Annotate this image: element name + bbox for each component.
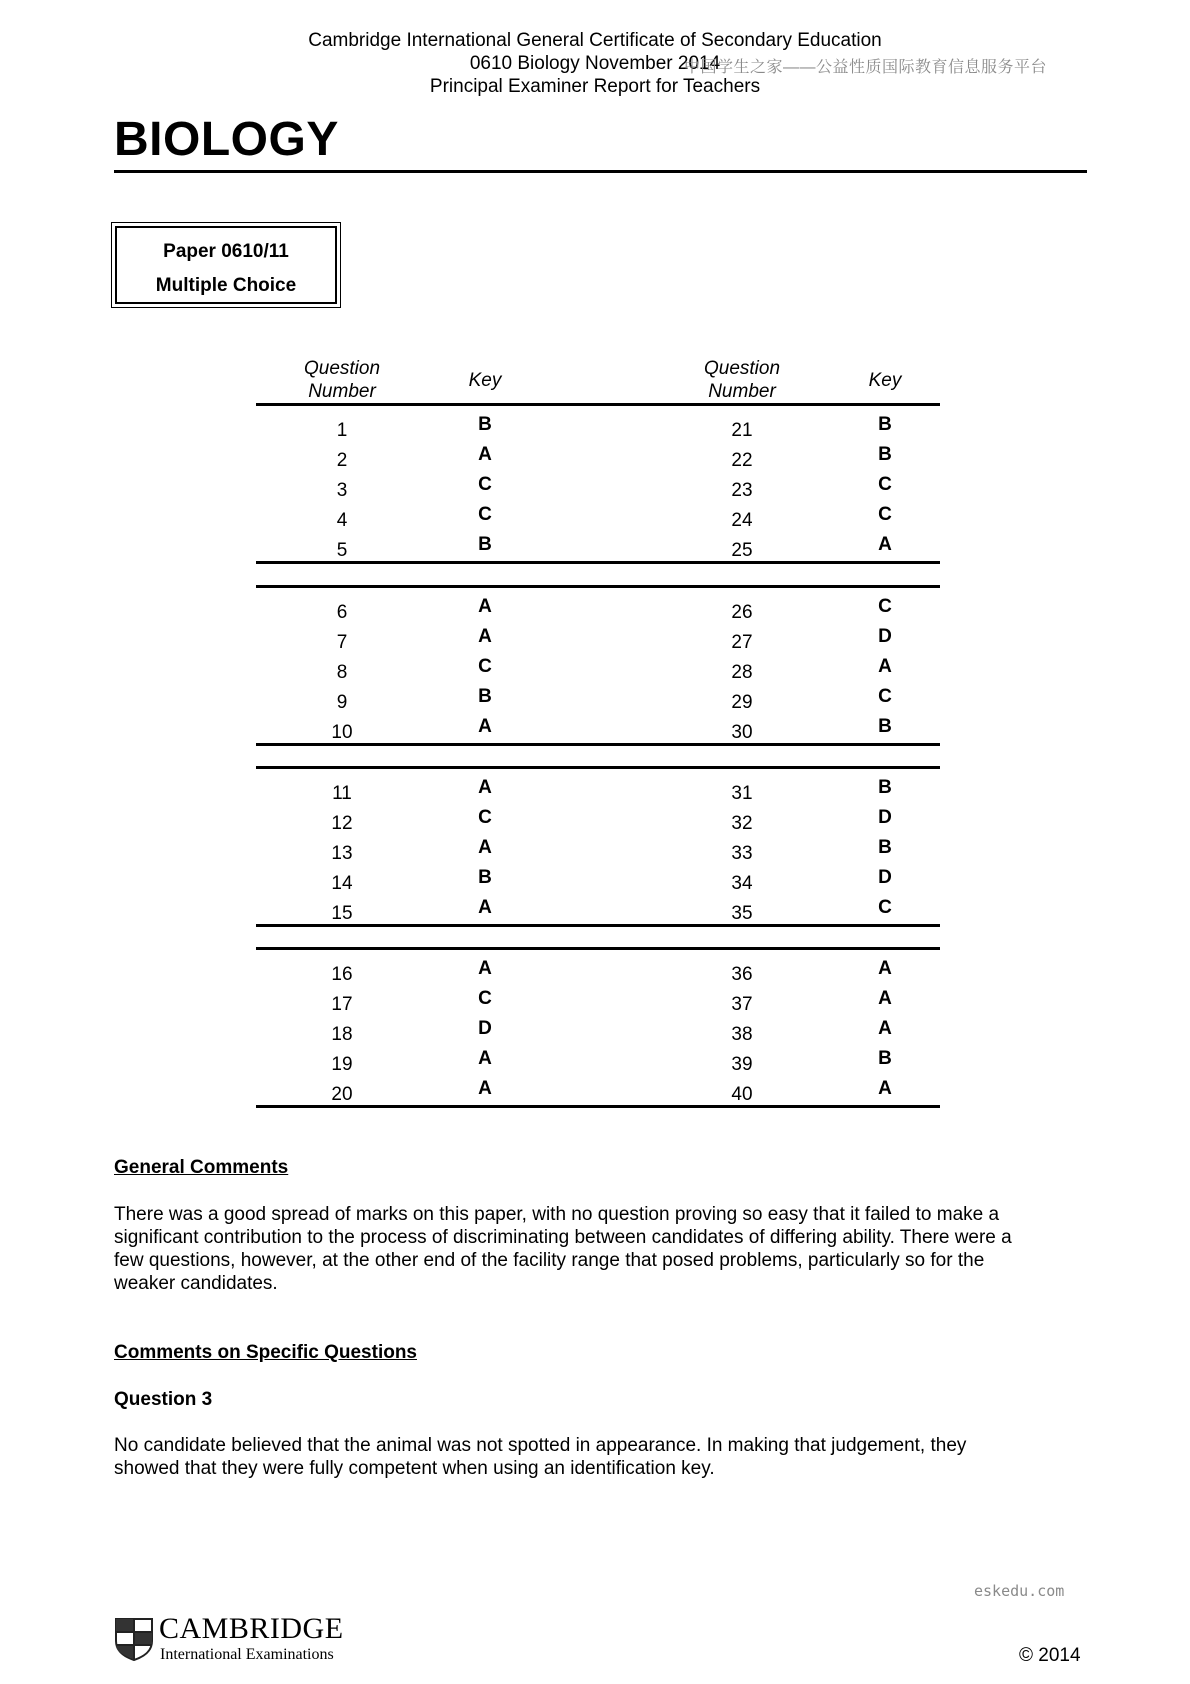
answer-key: A <box>478 626 492 647</box>
question-number: 9 <box>336 692 348 713</box>
column-header-text: Number <box>308 381 376 402</box>
question-number: 5 <box>336 540 348 561</box>
watermark-text: 中国学生之家——公益性质国际教育信息服务平台 <box>684 59 1048 76</box>
question-number: 10 <box>331 722 353 743</box>
question-number: 37 <box>731 994 753 1015</box>
answer-key: A <box>478 1078 492 1099</box>
question-3-line: showed that they were fully competent when using an identification key. <box>114 1458 715 1479</box>
general-comments-heading: General Comments <box>114 1157 289 1178</box>
answer-key: B <box>478 686 492 707</box>
question-number: 20 <box>331 1084 353 1105</box>
group-bottom-rule <box>256 1105 940 1108</box>
answer-key: A <box>878 988 892 1009</box>
answer-key: B <box>878 1048 892 1069</box>
question-number: 17 <box>331 994 353 1015</box>
column-header-key-right: Key <box>868 370 902 391</box>
question-number: 14 <box>331 873 353 894</box>
column-header-text: Question <box>303 358 381 379</box>
question-number: 31 <box>731 783 753 804</box>
report-header-line-1: Cambridge International General Certificate of Secondary Education <box>308 30 882 51</box>
title-underline <box>114 170 1087 173</box>
group-bottom-rule <box>256 924 940 927</box>
answer-key: C <box>478 988 492 1009</box>
question-number: 28 <box>731 662 753 683</box>
general-comments-line: significant contribution to the process of discriminating between candidates of differing ability. There were a <box>114 1227 1012 1248</box>
question-number: 12 <box>331 813 353 834</box>
logo-subtitle: International Examinations <box>160 1646 334 1663</box>
answer-key: A <box>478 837 492 858</box>
column-header-text: Question <box>703 358 781 379</box>
table-rule <box>256 403 940 406</box>
answer-key: A <box>878 534 892 555</box>
answer-key: A <box>478 897 492 918</box>
answer-key: C <box>478 656 492 677</box>
question-number: 39 <box>731 1054 753 1075</box>
answer-key: A <box>878 656 892 677</box>
question-number: 32 <box>731 813 753 834</box>
question-3-line: No candidate believed that the animal was not spotted in appearance. In making that judgement, they <box>114 1435 967 1456</box>
answer-key: D <box>478 1018 492 1039</box>
question-number: 30 <box>731 722 753 743</box>
question-number: 34 <box>731 873 753 894</box>
question-number: 15 <box>331 903 353 924</box>
question-number: 21 <box>731 420 753 441</box>
logo-wordmark: CAMBRIDGE <box>159 1612 344 1645</box>
group-bottom-rule <box>256 561 940 564</box>
question-number: 33 <box>731 843 753 864</box>
answer-key: A <box>478 958 492 979</box>
answer-key: D <box>878 867 892 888</box>
answer-key: C <box>878 686 892 707</box>
column-header-question-right <box>682 357 802 403</box>
question-number: 16 <box>331 964 353 985</box>
question-number: 13 <box>331 843 353 864</box>
page-title: BIOLOGY <box>114 113 339 166</box>
general-comments-line: weaker candidates. <box>114 1273 278 1294</box>
group-top-rule <box>256 947 940 950</box>
question-number: 18 <box>331 1024 353 1045</box>
answer-key: A <box>478 444 492 465</box>
question-number: 2 <box>336 450 348 471</box>
answer-key: D <box>878 626 892 647</box>
answer-key: A <box>878 958 892 979</box>
answer-key: A <box>478 1048 492 1069</box>
answer-key: C <box>878 474 892 495</box>
paper-info-box <box>111 222 341 308</box>
general-comments-line: There was a good spread of marks on this paper, with no question proving so easy that it failed to make a <box>114 1204 1000 1225</box>
specific-comments-heading: Comments on Specific Questions <box>114 1342 417 1363</box>
answer-key: B <box>878 777 892 798</box>
answer-key: A <box>878 1078 892 1099</box>
question-number: 8 <box>336 662 348 683</box>
question-number: 38 <box>731 1024 753 1045</box>
question-3-text <box>114 1434 1094 1480</box>
answer-key: B <box>478 534 492 555</box>
cambridge-shield-logo <box>114 1617 154 1661</box>
column-header-text: Number <box>708 381 776 402</box>
question-number: 24 <box>731 510 753 531</box>
question-number: 3 <box>336 480 348 501</box>
general-comments-line: few questions, however, at the other end of the facility range that posed problems, particularly so for the <box>114 1250 985 1271</box>
group-bottom-rule <box>256 743 940 746</box>
answer-key: B <box>878 837 892 858</box>
answer-key: A <box>478 716 492 737</box>
paper-type: Multiple Choice <box>155 275 297 296</box>
question-number: 11 <box>332 783 352 804</box>
question-number: 7 <box>336 632 348 653</box>
answer-key: A <box>478 777 492 798</box>
report-header-line-2: 0610 Biology November 2014 <box>469 53 721 74</box>
question-3-heading: Question 3 <box>114 1389 213 1410</box>
question-number: 27 <box>731 632 753 653</box>
question-number: 40 <box>731 1084 753 1105</box>
question-number: 25 <box>731 540 753 561</box>
paper-code: Paper 0610/11 <box>163 241 289 262</box>
copyright-notice: © 2014 <box>1019 1645 1081 1666</box>
answer-key: B <box>478 867 492 888</box>
question-number: 6 <box>336 602 348 623</box>
answer-key: A <box>478 596 492 617</box>
general-comments-text <box>114 1203 1094 1295</box>
answer-key: C <box>478 807 492 828</box>
question-number: 23 <box>731 480 753 501</box>
question-number: 4 <box>336 510 348 531</box>
answer-key: A <box>878 1018 892 1039</box>
answer-key: B <box>878 444 892 465</box>
question-number: 26 <box>731 602 753 623</box>
question-number: 35 <box>731 903 753 924</box>
answer-key: B <box>878 716 892 737</box>
answer-key: C <box>478 504 492 525</box>
footer-url: eskedu.com <box>974 1582 1065 1600</box>
answer-key: D <box>878 807 892 828</box>
answer-key: B <box>478 414 492 435</box>
answer-key: C <box>478 474 492 495</box>
question-number: 29 <box>731 692 753 713</box>
group-top-rule <box>256 585 940 588</box>
report-header-line-3: Principal Examiner Report for Teachers <box>429 76 761 97</box>
column-header-question-left <box>282 357 402 403</box>
question-number: 1 <box>336 420 348 441</box>
column-header-key-left: Key <box>468 370 502 391</box>
question-number: 19 <box>331 1054 353 1075</box>
question-number: 22 <box>731 450 753 471</box>
answer-key: C <box>878 596 892 617</box>
question-number: 36 <box>731 964 753 985</box>
group-top-rule <box>256 766 940 769</box>
answer-key: C <box>878 897 892 918</box>
answer-key: C <box>878 504 892 525</box>
answer-key: B <box>878 414 892 435</box>
